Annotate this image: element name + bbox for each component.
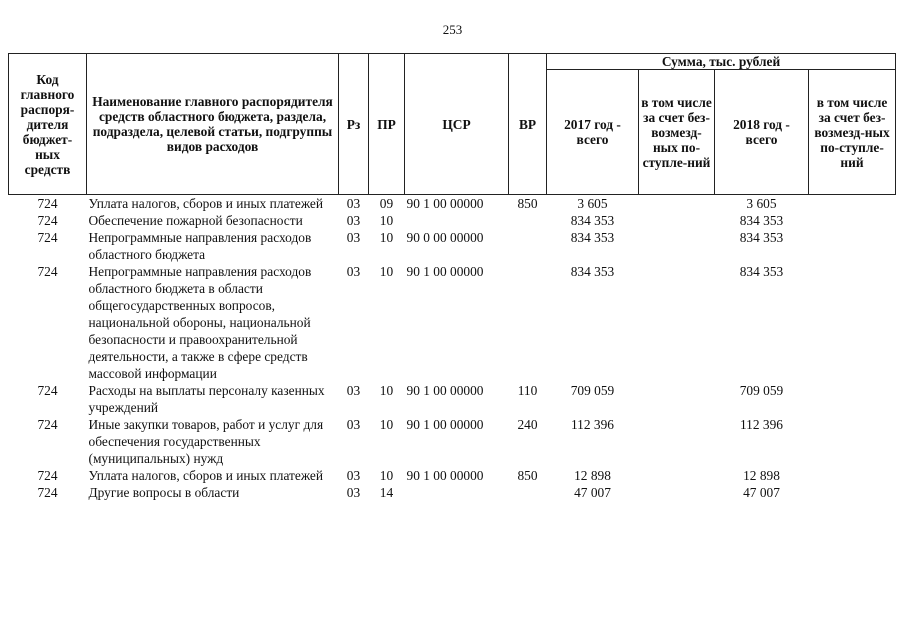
cell-free-2018 [809, 212, 896, 229]
cell-vr [509, 212, 547, 229]
cell-rz: 03 [346, 264, 361, 279]
cell-pr: 10 [379, 213, 394, 228]
header-free-2018: в том числе за счет без-возмезд-ных по-ступле-ний [809, 70, 896, 195]
cell-free-2018 [809, 416, 896, 467]
cell-total-2018: 47 007 [743, 485, 780, 500]
cell-total-2017: 709 059 [570, 383, 615, 398]
cell-code: 724 [37, 468, 58, 483]
table-row [9, 382, 896, 416]
cell-pr: 10 [379, 383, 394, 398]
cell-rz: 03 [346, 213, 361, 228]
cell-vr: 850 [517, 196, 538, 211]
cell-free-2017 [639, 484, 715, 501]
cell-pr: 10 [379, 417, 394, 432]
cell-total-2017: 47 007 [574, 485, 611, 500]
cell-pr: 10 [379, 264, 394, 279]
budget-table [8, 53, 896, 501]
cell-pr: 10 [379, 468, 394, 483]
cell-free-2018 [809, 263, 896, 382]
cell-total-2018: 834 353 [739, 230, 784, 245]
cell-csr: 90 1 00 00000 [406, 383, 484, 398]
header-vr: ВР [509, 54, 547, 195]
cell-vr [509, 484, 547, 501]
cell-name: Расходы на выплаты персоналу казенных учреждений [88, 383, 325, 415]
cell-csr: 90 1 00 00000 [406, 196, 484, 211]
table-row [9, 195, 896, 213]
header-total-2017: 2017 год - всего [547, 70, 639, 195]
cell-csr: 90 0 00 00000 [406, 230, 484, 245]
table-body [9, 195, 896, 502]
cell-vr [509, 229, 547, 263]
header-pr: ПР [369, 54, 405, 195]
table-row [9, 212, 896, 229]
cell-code: 724 [37, 417, 58, 432]
cell-free-2018 [809, 484, 896, 501]
cell-free-2018 [809, 229, 896, 263]
cell-csr [405, 212, 509, 229]
cell-total-2017: 834 353 [570, 213, 615, 228]
cell-code: 724 [37, 213, 58, 228]
header-name: Наименование главного распорядителя средств областного бюджета, раздела, подраздела, целевой статьи, подгруппы видов расходов [87, 54, 339, 195]
cell-name: Уплата налогов, сборов и иных платежей [88, 196, 324, 211]
cell-free-2017 [639, 416, 715, 467]
cell-total-2018: 709 059 [739, 383, 784, 398]
header-sum-group: Сумма, тыс. рублей [547, 54, 896, 70]
cell-name: Другие вопросы в области [88, 485, 240, 500]
cell-csr: 90 1 00 00000 [406, 264, 484, 279]
header-csr: ЦСР [405, 54, 509, 195]
cell-csr: 90 1 00 00000 [406, 417, 484, 432]
table-row [9, 229, 896, 263]
header-free-2017: в том числе за счет без-возмезд-ных по-ступле-ний [639, 70, 715, 195]
cell-total-2017: 3 605 [577, 196, 608, 211]
cell-free-2017 [639, 229, 715, 263]
cell-rz: 03 [346, 196, 361, 211]
cell-csr: 90 1 00 00000 [406, 468, 484, 483]
cell-total-2018: 12 898 [743, 468, 780, 483]
cell-csr [405, 484, 509, 501]
cell-free-2017 [639, 382, 715, 416]
cell-free-2017 [639, 212, 715, 229]
cell-code: 724 [37, 196, 58, 211]
cell-pr: 10 [379, 230, 394, 245]
cell-total-2017: 834 353 [570, 230, 615, 245]
cell-pr: 09 [379, 196, 394, 211]
cell-vr: 110 [517, 383, 538, 398]
cell-total-2018: 112 396 [739, 417, 784, 432]
cell-rz: 03 [346, 417, 361, 432]
header-rz: Рз [339, 54, 369, 195]
cell-total-2017: 12 898 [574, 468, 611, 483]
cell-name: Иные закупки товаров, работ и услуг для обеспечения государственных (муниципальных) нужд [88, 417, 324, 466]
cell-code: 724 [37, 230, 58, 245]
cell-free-2018 [809, 382, 896, 416]
cell-code: 724 [37, 485, 58, 500]
cell-total-2017: 112 396 [570, 417, 615, 432]
cell-name: Обеспечение пожарной безопасности [88, 213, 303, 228]
cell-name: Уплата налогов, сборов и иных платежей [88, 468, 324, 483]
cell-name: Непрограммные направления расходов областного бюджета в области общегосударственных вопросов, национальной обороны, национальной безопасности и правоохранительной деятельности, а также в сфере средств массовой информации [88, 264, 312, 381]
cell-free-2018 [809, 195, 896, 213]
cell-rz: 03 [346, 383, 361, 398]
cell-code: 724 [37, 264, 58, 279]
cell-free-2017 [639, 263, 715, 382]
cell-vr [509, 263, 547, 382]
table-header [9, 54, 896, 195]
cell-code: 724 [37, 383, 58, 398]
cell-free-2018 [809, 467, 896, 484]
cell-free-2017 [639, 195, 715, 213]
cell-name: Непрограммные направления расходов областного бюджета [88, 230, 312, 262]
cell-total-2018: 834 353 [739, 264, 784, 279]
table-row [9, 416, 896, 467]
cell-vr: 850 [517, 468, 538, 483]
table-row [9, 467, 896, 484]
cell-total-2017: 834 353 [570, 264, 615, 279]
cell-pr: 14 [379, 485, 394, 500]
cell-free-2017 [639, 467, 715, 484]
cell-rz: 03 [346, 230, 361, 245]
cell-total-2018: 834 353 [739, 213, 784, 228]
table-row [9, 484, 896, 501]
header-total-2018: 2018 год - всего [715, 70, 809, 195]
cell-total-2018: 3 605 [746, 196, 777, 211]
cell-vr: 240 [517, 417, 538, 432]
cell-rz: 03 [346, 468, 361, 483]
table-row [9, 263, 896, 382]
page-number: 253 [442, 22, 463, 37]
cell-rz: 03 [346, 485, 361, 500]
header-code: Код главного распоря-дителя бюджет-ных средств [9, 54, 87, 195]
